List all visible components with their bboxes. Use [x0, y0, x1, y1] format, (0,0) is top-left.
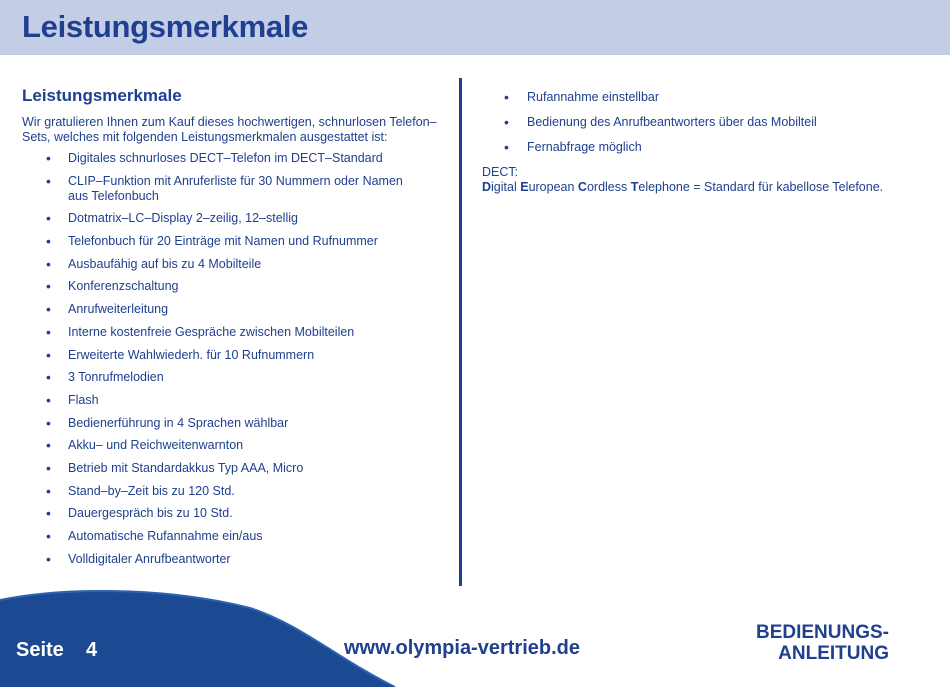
bullet-icon: •: [46, 346, 51, 363]
feature-item: [22, 484, 447, 499]
feature-text: Interne kostenfreie Gespräche zwischen Mobilteilen: [68, 324, 355, 339]
feature-text: Automatische Rufannahme ein/aus: [68, 529, 263, 543]
manual-title-line: BEDIENUNGS-: [755, 622, 889, 643]
manual-title: [756, 622, 889, 664]
page-label: Seite: [16, 639, 64, 661]
acronym-initial: T: [630, 180, 639, 194]
feature-text: Erweiterte Wahlwiederh. für 10 Rufnummern: [68, 347, 315, 362]
intro-line: Wir gratulieren Ihnen zum Kauf dieses hochwertigen, schnurlosen Telefon–: [22, 115, 437, 129]
feature-text: Akku– und Reichweitenwarnton: [68, 438, 244, 453]
feature-item: [22, 348, 447, 363]
feature-text: Flash: [68, 392, 99, 407]
feature-item: [482, 115, 932, 130]
acronym-word: igital: [491, 180, 521, 194]
feature-text: Volldigitaler Anrufbeantworter: [68, 551, 231, 566]
intro-text: [22, 115, 447, 145]
feature-item: [22, 279, 447, 294]
left-column: [22, 86, 447, 574]
dect-label: DECT:: [482, 165, 519, 179]
bullet-icon: •: [46, 482, 51, 499]
acronym-initial: C: [577, 180, 587, 194]
feature-text: Ausbaufähig auf bis zu 4 Mobilteile: [68, 256, 262, 271]
feature-item: [22, 257, 447, 272]
feature-item: [22, 393, 447, 408]
feature-item: [22, 506, 447, 521]
bullet-icon: •: [46, 210, 51, 227]
feature-item: [22, 461, 447, 476]
bullet-icon: •: [46, 505, 51, 522]
feature-text: Konferenzschaltung: [68, 279, 179, 294]
bullet-icon: •: [46, 550, 51, 567]
page-number: 4: [86, 639, 98, 661]
feature-text: Betrieb mit Standardakkus Typ AAA, Micro: [68, 460, 304, 475]
feature-item: [22, 529, 447, 544]
bullet-icon: •: [46, 323, 51, 340]
bullet-icon: •: [46, 437, 51, 454]
feature-item: [482, 90, 932, 105]
bullet-icon: •: [46, 278, 51, 295]
feature-item: [22, 151, 447, 166]
dect-definition: [482, 180, 932, 195]
website-link[interactable]: www.olympia-vertrieb.de: [344, 637, 580, 659]
feature-item: [482, 140, 932, 155]
manual-title-line: ANLEITUNG: [778, 643, 889, 664]
bullet-icon: •: [46, 172, 51, 189]
feature-text: Bedienung des Anrufbeantworters über das Mobilteil: [527, 115, 817, 129]
bullet-icon: •: [46, 150, 51, 166]
feature-item: [22, 438, 447, 453]
feature-item: [22, 174, 447, 204]
feature-text: Rufannahme einstellbar: [527, 90, 660, 104]
feature-text: Telefonbuch für 20 Einträge mit Namen und Rufnummer: [68, 234, 378, 249]
feature-list-continued: [482, 90, 932, 155]
feature-text: Stand–by–Zeit bis zu 120 Std.: [68, 483, 235, 498]
feature-text: Anrufweiterleitung: [68, 302, 169, 317]
feature-text: Dotmatrix–LC–Display 2–zeilig, 12–stellig: [68, 211, 298, 226]
feature-text: Fernabfrage möglich: [527, 140, 642, 154]
bullet-icon: •: [504, 139, 509, 155]
bullet-icon: •: [504, 89, 509, 105]
feature-item: [22, 325, 447, 340]
page-title: Leistungsmerkmale: [22, 9, 309, 44]
bullet-icon: •: [46, 301, 51, 318]
feature-text: CLIP–Funktion mit Anruferliste für 30 Nummern oder Namen: [68, 173, 403, 188]
feature-text: Dauergespräch bis zu 10 Std.: [68, 506, 233, 521]
acronym-word: uropean: [528, 180, 578, 194]
feature-text: Digitales schnurloses DECT–Telefon im DECT–Standard: [68, 151, 383, 165]
acronym-word: ordless: [586, 180, 631, 194]
feature-item: [22, 552, 447, 567]
feature-text: Bedienerführung in 4 Sprachen wählbar: [68, 415, 289, 430]
feature-item: [22, 370, 447, 385]
bullet-icon: •: [46, 369, 51, 386]
feature-text-continued: aus Telefonbuch: [68, 188, 159, 203]
acronym-initial: D: [482, 180, 492, 194]
bullet-icon: •: [46, 459, 51, 476]
feature-item: [22, 211, 447, 226]
feature-list: [22, 151, 447, 567]
right-column: [482, 90, 932, 195]
bullet-icon: •: [46, 391, 51, 408]
bullet-icon: •: [46, 414, 51, 431]
column-divider: [459, 78, 462, 586]
bullet-icon: •: [504, 114, 509, 130]
section-heading: Leistungsmerkmale: [22, 86, 182, 105]
acronym-word: elephone = Standard für kabellose Telefone.: [638, 180, 884, 194]
acronym-initial: E: [520, 180, 529, 194]
feature-item: [22, 416, 447, 431]
header-band: [0, 0, 950, 55]
bullet-icon: •: [46, 233, 51, 250]
bullet-icon: •: [46, 255, 51, 272]
intro-line: Sets, welches mit folgenden Leistungsmerkmalen ausgestattet ist:: [22, 130, 388, 144]
feature-item: [22, 234, 447, 249]
feature-item: [22, 302, 447, 317]
bullet-icon: •: [46, 528, 51, 544]
feature-text: 3 Tonrufmelodien: [68, 370, 164, 385]
